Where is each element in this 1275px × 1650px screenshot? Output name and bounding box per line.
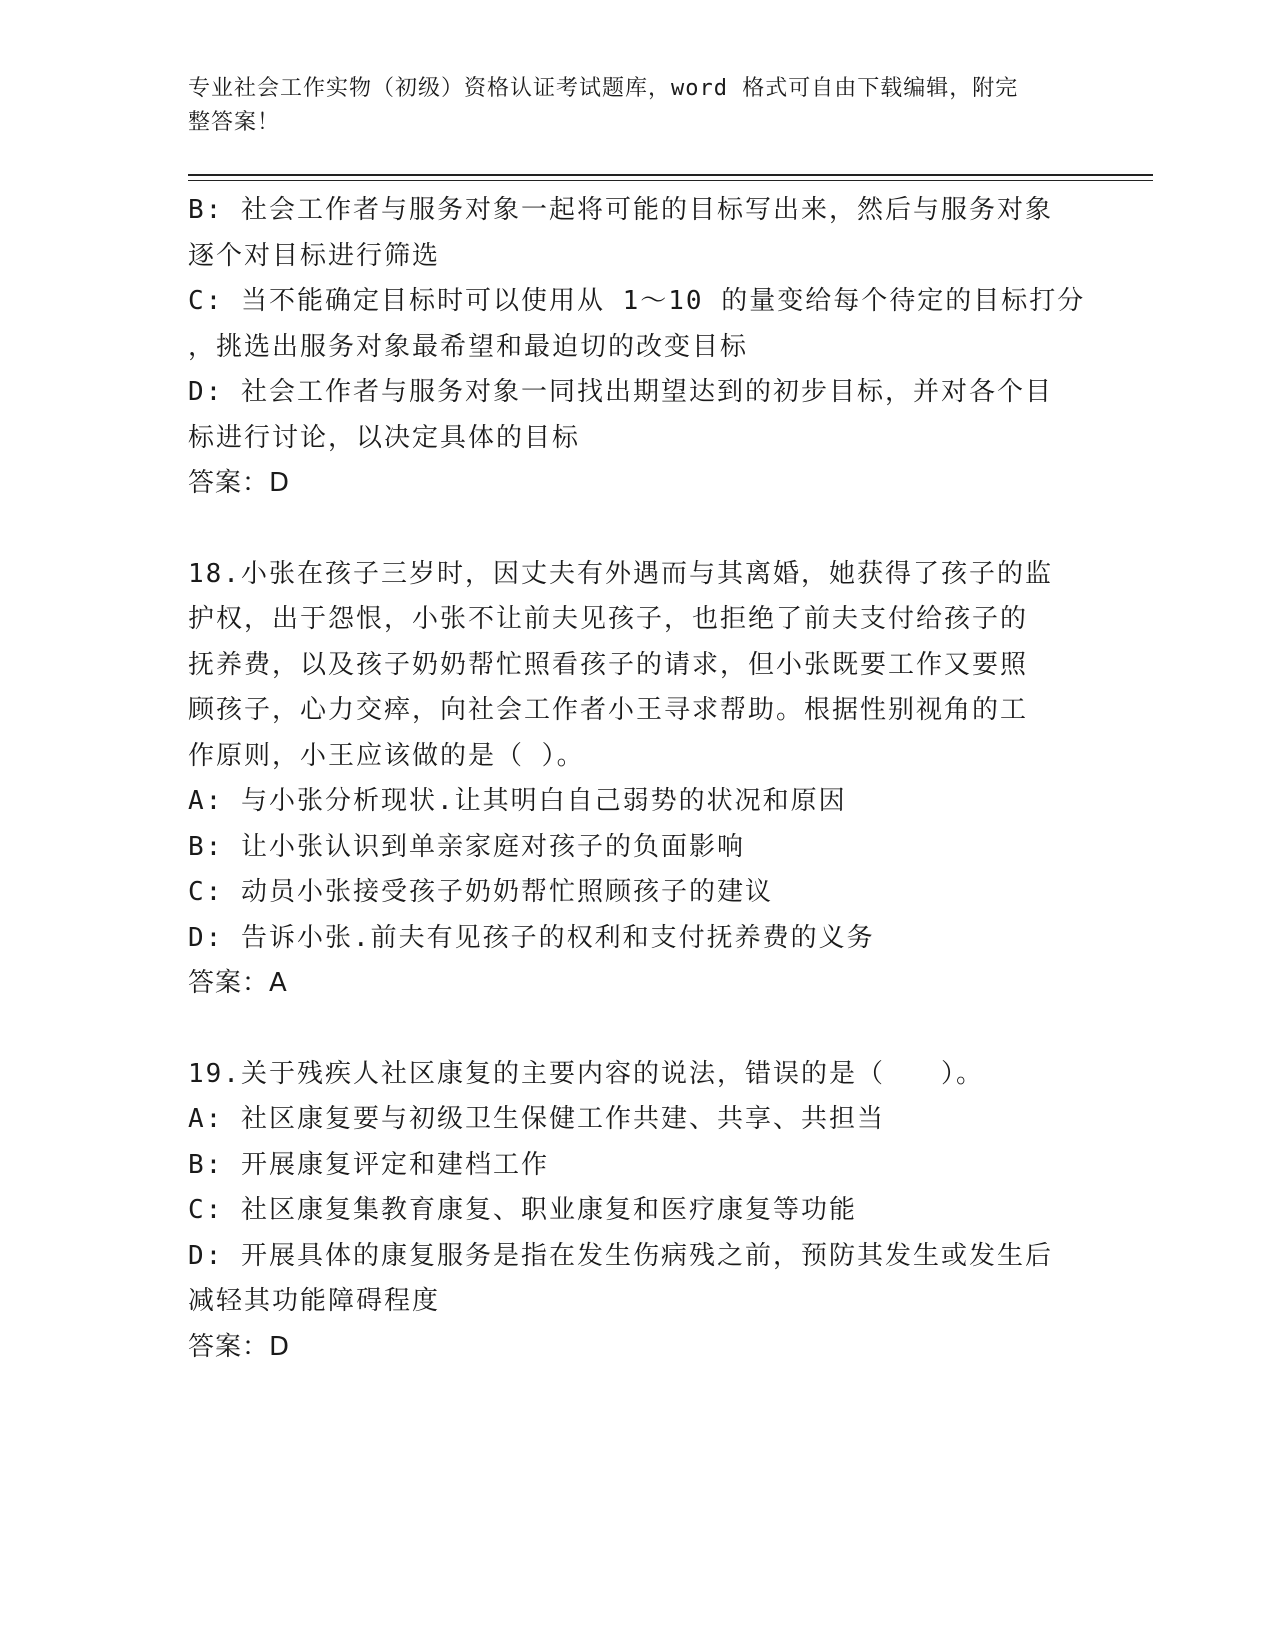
q18-option-a: A: 与小张分析现状.让其明白自己弱势的状况和原因 (188, 786, 847, 816)
question-17 (188, 188, 1086, 507)
q18-stem-line-1: 18.小张在孩子三岁时，因丈夫有外遇而与其离婚，她获得了孩子的监 (188, 558, 1053, 589)
q19-option-c: C: 社区康复集教育康复、职业康复和医疗康复等功能 (188, 1195, 857, 1225)
q17-option-d-line-2: 标进行讨论，以决定具体的目标 (188, 422, 581, 453)
q17-option-b-line-2: 逐个对目标进行筛选 (188, 240, 441, 271)
question-19 (188, 1052, 1068, 1371)
q19-stem: 19.关于残疾人社区康复的主要内容的说法，错误的是（ ）。 (188, 1058, 984, 1089)
q17-option-c-line-1: C: 当不能确定目标时可以使用从 1～10 的量变给每个待定的目标打分 (188, 286, 1086, 316)
document-body (188, 188, 1086, 1370)
q19-option-d-line-2: 减轻其功能障碍程度 (188, 1286, 441, 1316)
spacer (188, 507, 1068, 552)
q18-stem-line-5: 作原则，小王应该做的是（ ）。 (188, 740, 585, 771)
q18-stem-line-2: 护权，出于怨恨，小张不让前夫见孩子，也拒绝了前夫支付给孩子的 (188, 604, 1029, 634)
q17-answer: 答案：D (188, 468, 291, 498)
header-line-2: 整答案！ (188, 110, 281, 135)
q18-option-b: B: 让小张认识到单亲家庭对孩子的负面影响 (188, 831, 745, 862)
page-header (188, 72, 1068, 140)
q19-option-d-line-1: D: 开展具体的康复服务是指在发生伤病残之前，预防其发生或发生后 (188, 1240, 1053, 1271)
q19-answer: 答案：D (188, 1331, 291, 1362)
header-divider-thick (188, 174, 1153, 176)
q18-stem-line-4: 顾孩子，心力交瘁，向社会工作者小王寻求帮助。根据性别视角的工 (188, 695, 1029, 725)
header-line-1: 专业社会工作实物（初级）资格认证考试题库，word 格式可自由下载编辑，附完 (188, 76, 1019, 101)
spacer (188, 1007, 1068, 1052)
q17-option-b-line-1: B: 社会工作者与服务对象一起将可能的目标写出来，然后与服务对象 (188, 195, 1053, 225)
q19-option-a: A: 社区康复要与初级卫生保健工作共建、共享、共担当 (188, 1104, 885, 1134)
q18-option-c: C: 动员小张接受孩子奶奶帮忙照顾孩子的建议 (188, 877, 773, 907)
q18-answer: 答案：A (188, 968, 288, 998)
q17-option-d-line-1: D: 社会工作者与服务对象一同找出期望达到的初步目标，并对各个目 (188, 377, 1053, 407)
q18-option-d: D: 告诉小张.前夫有见孩子的权利和支付抚养费的义务 (188, 922, 875, 953)
q18-stem-line-3: 抚养费，以及孩子奶奶帮忙照看孩子的请求，但小张既要工作又要照 (188, 649, 1029, 680)
header-divider-thin (188, 180, 1153, 181)
q19-option-b: B: 开展康复评定和建档工作 (188, 1149, 549, 1180)
q17-option-c-line-2: ，挑选出服务对象最希望和最迫切的改变目标 (188, 331, 749, 362)
question-18 (188, 552, 1068, 1007)
